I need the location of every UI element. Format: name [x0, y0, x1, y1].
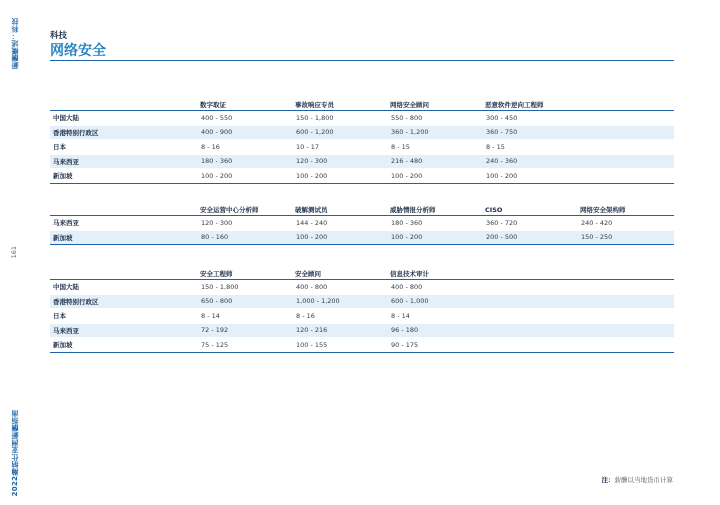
salary-cell: 8 - 16 [293, 309, 388, 324]
salary-cell: 8 - 14 [198, 309, 293, 324]
salary-cell: 100 - 200 [483, 169, 578, 184]
salary-cell: 360 - 1,200 [388, 125, 483, 140]
category-label: 科技 [50, 31, 68, 41]
region-column-header [50, 202, 198, 216]
region-cell: 中国大陆 [50, 111, 198, 126]
title-divider [50, 60, 674, 61]
salary-cell [578, 125, 674, 140]
salary-cell: 80 - 160 [198, 230, 293, 245]
salary-cell: 144 - 240 [293, 216, 388, 231]
role-column-header [578, 266, 674, 280]
salary-cell: 400 - 800 [388, 280, 483, 295]
salary-cell: 360 - 720 [483, 216, 578, 231]
salary-cell: 400 - 800 [293, 280, 388, 295]
salary-cell: 150 - 1,800 [293, 111, 388, 126]
role-column-header: 威胁情报分析师 [388, 202, 483, 216]
salary-cell: 150 - 250 [578, 230, 674, 245]
salary-table-2 [50, 202, 674, 245]
salary-cell [578, 154, 674, 169]
role-column-header: 网络安全架构师 [578, 202, 674, 216]
salary-cell [578, 140, 674, 155]
role-column-header: 安全工程师 [198, 266, 293, 280]
salary-cell: 120 - 300 [198, 216, 293, 231]
salary-cell: 120 - 216 [293, 323, 388, 338]
page-title: 网络安全 [50, 43, 106, 59]
salary-cell: 100 - 155 [293, 338, 388, 353]
region-column-header [50, 97, 198, 111]
table-row [50, 140, 674, 155]
role-column-header: 数字取证 [198, 97, 293, 111]
salary-cell: 240 - 420 [578, 216, 674, 231]
salary-cell: 8 - 15 [483, 140, 578, 155]
salary-cell: 8 - 16 [198, 140, 293, 155]
salary-cell: 100 - 200 [388, 230, 483, 245]
salary-cell [578, 338, 674, 353]
salary-cell: 1,000 - 1,200 [293, 294, 388, 309]
footnote-label: 注： [601, 476, 615, 484]
salary-cell: 120 - 300 [293, 154, 388, 169]
salary-table-3 [50, 266, 674, 353]
salary-cell [578, 294, 674, 309]
salary-cell: 600 - 1,200 [293, 125, 388, 140]
region-cell: 马来西亚 [50, 323, 198, 338]
table-row [50, 125, 674, 140]
region-cell: 日本 [50, 309, 198, 324]
table-row [50, 230, 674, 245]
table-header-row [50, 202, 674, 216]
salary-cell [578, 169, 674, 184]
salary-cell: 75 - 125 [198, 338, 293, 353]
role-column-header: 破解测试员 [293, 202, 388, 216]
region-cell: 新加坡 [50, 230, 198, 245]
role-column-header: 安全顾问 [293, 266, 388, 280]
region-cell: 香港特别行政区 [50, 294, 198, 309]
salary-cell: 216 - 480 [388, 154, 483, 169]
region-cell: 马来西亚 [50, 154, 198, 169]
salary-cell: 100 - 200 [388, 169, 483, 184]
salary-cell: 96 - 180 [388, 323, 483, 338]
salary-cell: 100 - 200 [293, 230, 388, 245]
table-row [50, 111, 674, 126]
salary-cell: 72 - 192 [198, 323, 293, 338]
salary-cell: 240 - 360 [483, 154, 578, 169]
page-number: 161 [10, 246, 18, 259]
role-column-header [578, 97, 674, 111]
region-cell: 马来西亚 [50, 216, 198, 231]
region-cell: 中国大陆 [50, 280, 198, 295]
salary-cell [483, 338, 578, 353]
salary-cell: 300 - 450 [483, 111, 578, 126]
role-column-header: 信息技术审计 [388, 266, 483, 280]
salary-cell: 150 - 1,800 [198, 280, 293, 295]
salary-cell [483, 280, 578, 295]
salary-cell [483, 294, 578, 309]
salary-cell: 550 - 800 [388, 111, 483, 126]
region-cell: 日本 [50, 140, 198, 155]
salary-cell [578, 111, 674, 126]
role-column-header: 安全运营中心分析师 [198, 202, 293, 216]
region-column-header [50, 266, 198, 280]
table-header-row [50, 266, 674, 280]
salary-cell: 200 - 500 [483, 230, 578, 245]
table-row [50, 323, 674, 338]
salary-cell: 360 - 750 [483, 125, 578, 140]
table-row [50, 309, 674, 324]
salary-cell: 180 - 360 [388, 216, 483, 231]
salary-cell: 90 - 175 [388, 338, 483, 353]
salary-cell: 650 - 800 [198, 294, 293, 309]
table-row [50, 338, 674, 353]
role-column-header: 事故响应专员 [293, 97, 388, 111]
table-row [50, 169, 674, 184]
table-header-row [50, 97, 674, 111]
region-cell: 新加坡 [50, 169, 198, 184]
guide-title: 2022瀚纳仕亚洲薪酬指南 [11, 410, 19, 497]
salary-cell [578, 309, 674, 324]
salary-cell [483, 323, 578, 338]
salary-cell: 100 - 200 [293, 169, 388, 184]
salary-cell: 10 - 17 [293, 140, 388, 155]
table-row [50, 154, 674, 169]
salary-cell: 400 - 900 [198, 125, 293, 140]
footnote [602, 475, 674, 484]
role-column-header [483, 266, 578, 280]
salary-cell: 400 - 550 [198, 111, 293, 126]
salary-cell: 8 - 14 [388, 309, 483, 324]
salary-cell [578, 323, 674, 338]
table-row [50, 216, 674, 231]
footnote-text: 薪酬以当地货币计算 [614, 476, 673, 484]
region-cell: 新加坡 [50, 338, 198, 353]
sidebar-section-label: 薪酬概述：科技 [11, 18, 19, 70]
salary-cell [578, 280, 674, 295]
role-column-header: CISO [483, 202, 578, 216]
salary-table-1 [50, 97, 674, 184]
salary-cell: 600 - 1,000 [388, 294, 483, 309]
role-column-header: 网络安全顾问 [388, 97, 483, 111]
table-row [50, 294, 674, 309]
salary-cell [483, 309, 578, 324]
region-cell: 香港特别行政区 [50, 125, 198, 140]
salary-cell: 180 - 360 [198, 154, 293, 169]
role-column-header: 恶意软件逆向工程师 [483, 97, 578, 111]
salary-cell: 100 - 200 [198, 169, 293, 184]
table-row [50, 280, 674, 295]
salary-cell: 8 - 15 [388, 140, 483, 155]
